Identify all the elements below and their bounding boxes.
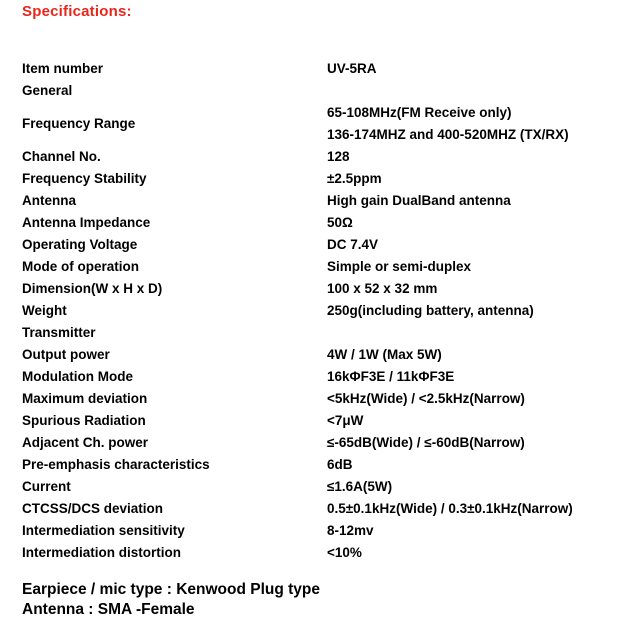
spec-value [327,234,612,256]
spec-label: Frequency Stability [22,171,147,186]
spec-value-line: 0.5±0.1kHz(Wide) / 0.3±0.1kHz(Narrow) [327,501,573,516]
spec-value [327,322,612,344]
spec-label: Antenna Impedance [22,215,151,230]
spec-row [22,80,612,102]
spec-row [22,168,612,190]
spec-row [22,278,612,300]
spec-value [327,498,612,520]
spec-value [327,388,612,410]
spec-row [22,476,612,498]
spec-row [22,58,612,80]
spec-value-line: 16kΦF3E / 11kΦF3E [327,369,455,384]
spec-row [22,454,612,476]
spec-value-line: <10% [327,545,362,560]
spec-row [22,498,612,520]
spec-value-line: 100 x 52 x 32 mm [327,281,438,296]
spec-row [22,256,612,278]
spec-row [22,432,612,454]
spec-label: Intermediation distortion [22,545,182,560]
spec-label: Operating Voltage [22,237,138,252]
spec-value [327,410,612,432]
spec-row [22,102,612,146]
spec-row [22,388,612,410]
spec-value-line: 136-174MHZ and 400-520MHZ (TX/RX) [327,127,569,142]
spec-value [327,366,612,388]
spec-value [327,542,612,564]
spec-label: Transmitter [22,325,96,340]
spec-value [327,190,612,212]
spec-row [22,344,612,366]
spec-value-line: <5kHz(Wide) / <2.5kHz(Narrow) [327,391,525,406]
spec-label: Adjacent Ch. power [22,435,149,450]
spec-label: Channel No. [22,149,101,164]
spec-label: Pre-emphasis characteristics [22,457,210,472]
spec-value-line: High gain DualBand antenna [327,193,511,208]
spec-row [22,146,612,168]
spec-value-line: Simple or semi-duplex [327,259,472,274]
spec-value [327,102,612,146]
spec-value-line: 4W / 1W (Max 5W) [327,347,442,362]
spec-value [327,256,612,278]
spec-row [22,366,612,388]
spec-label: Current [22,479,71,494]
spec-label: Intermediation sensitivity [22,523,185,538]
spec-label: Dimension(W x H x D) [22,281,163,296]
spec-label: Frequency Range [22,116,136,131]
spec-value-line: ≤1.6A(5W) [327,479,393,494]
spec-label: Maximum deviation [22,391,148,406]
spec-value-line: UV-5RA [327,61,377,76]
spec-row [22,542,612,564]
footer-line: Antenna : SMA -Female [22,601,195,618]
spec-value [327,278,612,300]
spec-value-line: 65-108MHz(FM Receive only) [327,105,512,120]
spec-value [327,146,612,168]
spec-row [22,410,612,432]
spec-value-line: ±2.5ppm [327,171,382,186]
spec-value [327,432,612,454]
spec-value [327,520,612,542]
spec-row [22,520,612,542]
spec-value-line: <7μW [327,413,364,428]
footer-line: Earpiece / mic type : Kenwood Plug type [22,581,321,598]
spec-label: General [22,83,73,98]
spec-label: Modulation Mode [22,369,133,384]
spec-value [327,168,612,190]
spec-value [327,80,612,102]
spec-label: Output power [22,347,110,362]
spec-row [22,212,612,234]
page-title: Specifications: [22,3,132,20]
spec-value-line: DC 7.4V [327,237,379,252]
spec-value-line: 128 [327,149,350,164]
spec-value-line: 8-12mv [327,523,374,538]
spec-value-line: 250g(including battery, antenna) [327,303,534,318]
spec-value-line: 6dB [327,457,353,472]
spec-row [22,300,612,322]
spec-label: CTCSS/DCS deviation [22,501,164,516]
spec-label: Antenna [22,193,76,208]
spec-label: Mode of operation [22,259,139,274]
specifications-table [22,58,612,564]
spec-row [22,190,612,212]
spec-value-line: 50Ω [327,215,353,230]
spec-label: Spurious Radiation [22,413,146,428]
spec-value [327,344,612,366]
specifications-body [22,58,612,564]
spec-value [327,454,612,476]
spec-row [22,234,612,256]
footer-notes [22,580,320,620]
spec-value [327,58,612,80]
spec-value [327,212,612,234]
spec-row [22,322,612,344]
spec-value [327,300,612,322]
spec-label: Weight [22,303,67,318]
spec-label: Item number [22,61,104,76]
spec-value [327,476,612,498]
spec-value-line: ≤-65dB(Wide) / ≤-60dB(Narrow) [327,435,525,450]
